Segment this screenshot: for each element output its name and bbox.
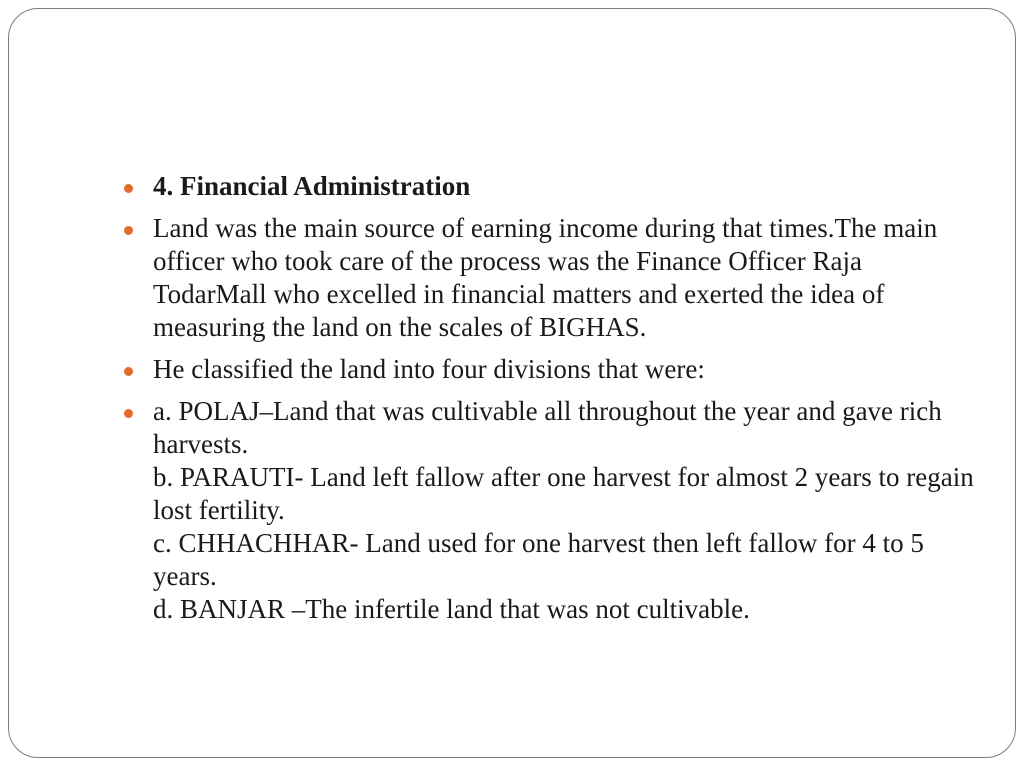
section-heading: 4. Financial Administration [153,171,471,201]
division-item-chhachhar: c. CHHACHHAR- Land used for one harvest then left fallow for 4 to 5 years. [153,528,924,591]
division-item-parauti: b. PARAUTI- Land left fallow after one harvest for almost 2 years to regain lost fertility. [153,462,974,525]
paragraph-text: Land was the main source of earning income during that times.The main officer who took care of the process was the Finance Officer Raja TodarMall who excelled in financial matters and exerted the idea of measuring the land on the scales of BIGHAS. [153,213,938,342]
division-item-polaj: a. POLAJ–Land that was cultivable all throughout the year and gave rich harvests. [153,396,942,459]
bullet-dot-icon [124,367,133,376]
bullet-heading [121,170,981,203]
classification-intro-text: He classified the land into four divisions that were: [153,354,705,384]
division-item-banjar: d. BANJAR –The infertile land that was not cultivable. [153,594,750,624]
bullet-divisions [121,395,981,626]
bullet-list [121,170,981,635]
bullet-dot-icon [124,226,133,235]
bullet-classification-intro [121,353,981,386]
bullet-dot-icon [124,409,133,418]
slide [8,8,1016,758]
bullet-paragraph [121,212,981,344]
bullet-dot-icon [124,184,133,193]
